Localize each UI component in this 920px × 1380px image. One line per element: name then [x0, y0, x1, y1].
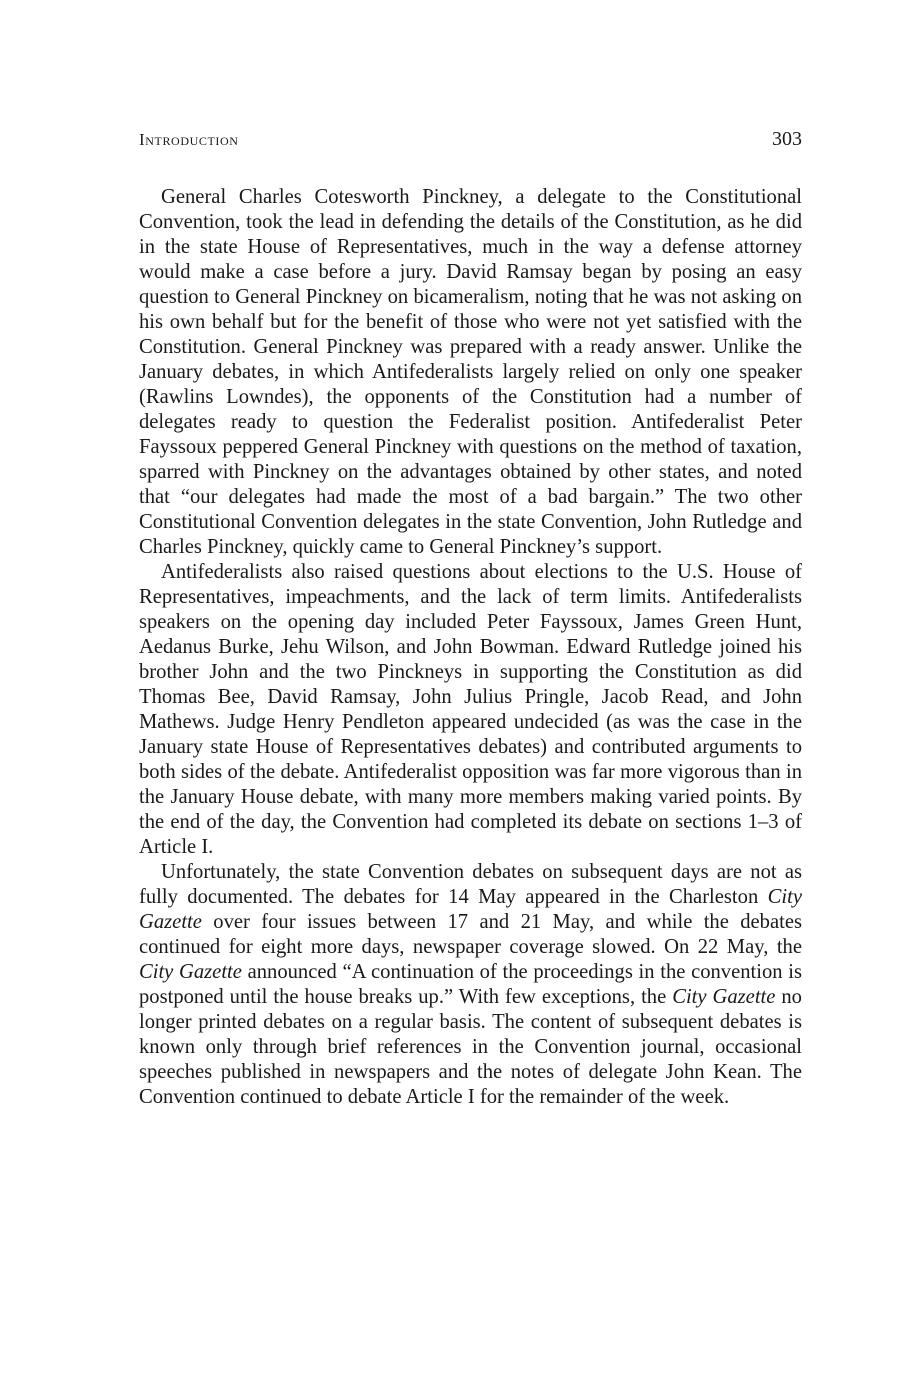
- book-page: [139, 128, 802, 1110]
- paragraph-3-text-1: Unfortunately, the state Convention debates on subsequent days are not as fully documented. The debates for 14 May appeared in the Charleston: [139, 861, 802, 908]
- newspaper-title: City Gazette: [139, 961, 242, 983]
- newspaper-title: City Gazette: [139, 886, 802, 933]
- running-head: [139, 128, 802, 151]
- paragraph-3-text-4: no longer printed debates on a regular basis. The content of subsequent debates is known only through brief references in the Convention journal, occasional speeches published in newspapers and the notes of delegate John Kean. The Convention continued to debate Article I for the remainder of the week.: [139, 986, 802, 1108]
- paragraph-3-text-3: announced “A continuation of the proceedings in the convention is postponed until the house breaks up.” With few exceptions, the: [139, 961, 802, 1008]
- paragraph-3-text-2: over four issues between 17 and 21 May, and while the debates continued for eight more days, newspaper coverage slowed. On 22 May, the: [139, 911, 802, 958]
- page-number: 303: [772, 128, 802, 150]
- newspaper-title: City Gazette: [672, 986, 776, 1008]
- body-text: [139, 185, 802, 1110]
- paragraph-3: [139, 860, 802, 1110]
- paragraph-1: General Charles Cotesworth Pinckney, a delegate to the Constitutional Convention, took the lead in defending the details of the Constitution, as he did in the state House of Representatives, much in the way a defense attorney would make a case before a jury. David Ramsay began by posing an easy question to General Pinckney on bicameralism, noting that he was not asking on his own behalf but for the benefit of those who were not yet satisfied with the Constitution. General Pinckney was prepared with a ready answer. Unlike the January debates, in which Antifederalists largely relied on only one speaker (Rawlins Lowndes), the opponents of the Constitution had a number of delegates ready to question the Federalist position. Antifederalist Peter Fayssoux peppered General Pinckney with questions on the method of taxation, sparred with Pinckney on the advantages obtained by other states, and noted that “our delegates had made the most of a bad bargain.” The two other Constitutional Convention delegates in the state Convention, John Rutledge and Charles Pinckney, quickly came to General Pinckney’s support.: [139, 186, 802, 558]
- running-head-title: Introduction: [139, 130, 239, 149]
- paragraph-2: Antifederalists also raised questions about elections to the U.S. House of Representatives, impeachments, and the lack of term limits. Antifederalists speakers on the opening day included Peter Fayssoux, James Green Hunt, Aedanus Burke, Jehu Wilson, and John Bowman. Edward Rutledge joined his brother John and the two Pinckneys in supporting the Constitution as did Thomas Bee, David Ramsay, John Julius Pringle, Jacob Read, and John Mathews. Judge Henry Pendleton appeared undecided (as was the case in the January state House of Representatives debates) and contributed arguments to both sides of the debate. Antifederalist opposition was far more vigorous than in the January House debate, with many more members making varied points. By the end of the day, the Convention had completed its debate on sections 1–3 of Article I.: [139, 561, 802, 858]
